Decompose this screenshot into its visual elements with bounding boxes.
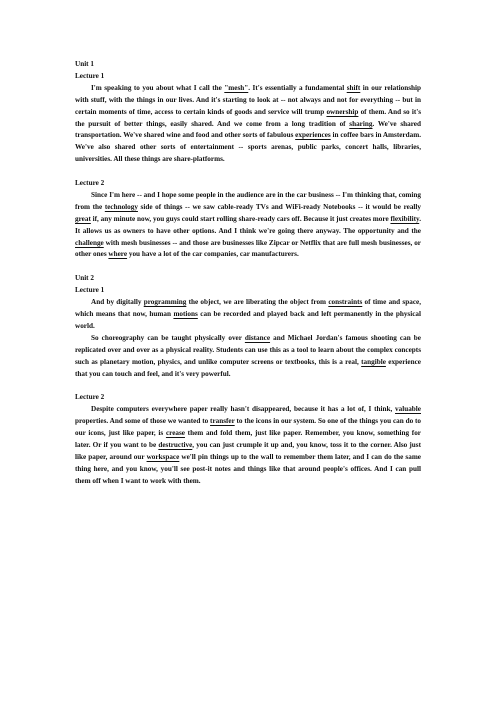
underlined-word: ownership <box>326 107 359 116</box>
underlined-word: experiences <box>295 131 331 140</box>
underlined-word: workspace <box>146 452 180 461</box>
underlined-word: "mesh" <box>224 83 249 92</box>
lecture-heading: Lecture 1 <box>75 286 105 295</box>
underlined-word: valuable <box>395 405 421 414</box>
text-run: in coffee bars in Amsterdam. We've also shared other sorts of entertainment -- sports arenas, public parks, concert halls, libraries, universities. All these things are share-platforms. <box>75 131 421 164</box>
underlined-word: challenge <box>75 238 104 247</box>
underlined-word: transfer <box>210 417 235 426</box>
underlined-word: sharing <box>349 119 373 128</box>
document-page <box>75 59 421 488</box>
unit-heading: Unit 2 <box>75 274 94 283</box>
text-run: . We've shared transportation. We've shared wine and food and other sorts of fabulous <box>75 119 421 140</box>
underlined-word: great <box>75 214 91 223</box>
text-run: of them. And so it's the pursuit of better things, easily shared. And we come from a long tradition of <box>75 107 422 128</box>
text-run: the object, we are liberating the object from <box>186 298 329 307</box>
text-run: to the icons in our system. So one of the things you can do to our icons, just like paper, is <box>75 417 422 438</box>
text-run: of time and space, which means that now, human <box>75 298 422 318</box>
paragraph <box>75 297 421 333</box>
paragraph <box>75 83 421 166</box>
underlined-word: constraints <box>328 298 363 307</box>
text-run: . It allows us as owners to have other options. And I think we're going there anyway. The opportunity and the <box>75 214 421 235</box>
text-run: So choreography can be taught physically over <box>91 333 245 342</box>
underlined-word: distance <box>244 333 271 342</box>
underlined-word: where <box>108 250 128 259</box>
spacer <box>75 380 421 392</box>
text-run: properties. And some of those we wanted to <box>75 417 211 426</box>
text-run: Despite computers everywhere paper really hasn't disappeared, because it has a lot of, I think, <box>91 405 396 414</box>
text-run: experience that you can touch and feel, and it's very powerful. <box>75 357 421 378</box>
underlined-word: tangible <box>361 357 386 366</box>
text-run: and Michael Jordan's famous shooting can be replicated over and over as a physical reality. Students can use this as a tool to learn about the complex concepts such as planetary motion, physics, and unlike computer screens or textbooks, this is a real, <box>75 333 421 366</box>
text-run: . It's essentially a fundamental <box>248 83 347 92</box>
underlined-word: motions <box>173 310 198 318</box>
text-run: Since I'm here -- and I hope some people in the audience are in the car business -- I'm thinking that, coming from the <box>75 190 421 211</box>
lecture-heading: Lecture 2 <box>75 179 105 188</box>
text-run: in our relationship with stuff, with the things in our lives. And it's starting to look at -- not always and not for everything -- but in certain moments of time, access to certain kinds of goods and service will trump <box>75 83 421 116</box>
text-run: with mesh businesses -- and those are businesses like Zipcar or Netflix that are full mesh businesses, or other ones <box>75 238 421 259</box>
text-run: if, any minute now, you guys could start rolling share-ready cars off. Because it just creates more <box>90 214 391 223</box>
spacer <box>75 166 421 178</box>
text-run: , you can just crumple it up and, you know, toss it to the corner. Also just like paper, around our <box>75 440 421 461</box>
text-run: And by digitally <box>91 298 144 307</box>
lecture-heading: Lecture 1 <box>75 71 105 80</box>
text-run: them and fold them, just like paper. Remember, you know, something for later. Or if you want to be <box>75 429 421 449</box>
paragraph <box>75 190 421 261</box>
text-run: I'm speaking to you about what I call the <box>91 83 225 92</box>
underlined-word: crease <box>165 429 185 438</box>
underlined-word: technology <box>104 202 138 211</box>
underlined-word: flexibility <box>390 214 420 223</box>
paragraph <box>75 404 421 487</box>
underlined-word: programming <box>143 298 187 307</box>
text-run: side of things -- we saw cable-ready TVs and WiFi-ready Notebooks -- it would be really <box>137 202 422 211</box>
text-run: we'll pin things up to the wall to remember them later, and I can do the same thing here, and you know, you'll see post-it notes and things like that around people's offices. And I can pull them off when I want to work with them. <box>75 452 421 485</box>
underlined-word: shift <box>346 83 361 92</box>
spacer <box>75 261 421 273</box>
underlined-word: destructive <box>158 440 193 449</box>
unit-heading: Unit 1 <box>75 60 94 68</box>
text-run: you have a lot of the car companies, car manufacturers. <box>127 250 299 259</box>
paragraph <box>75 333 421 381</box>
text-run: can be recorded and played back and left permanently in the physical world. <box>75 310 422 330</box>
lecture-heading: Lecture 2 <box>75 393 105 402</box>
